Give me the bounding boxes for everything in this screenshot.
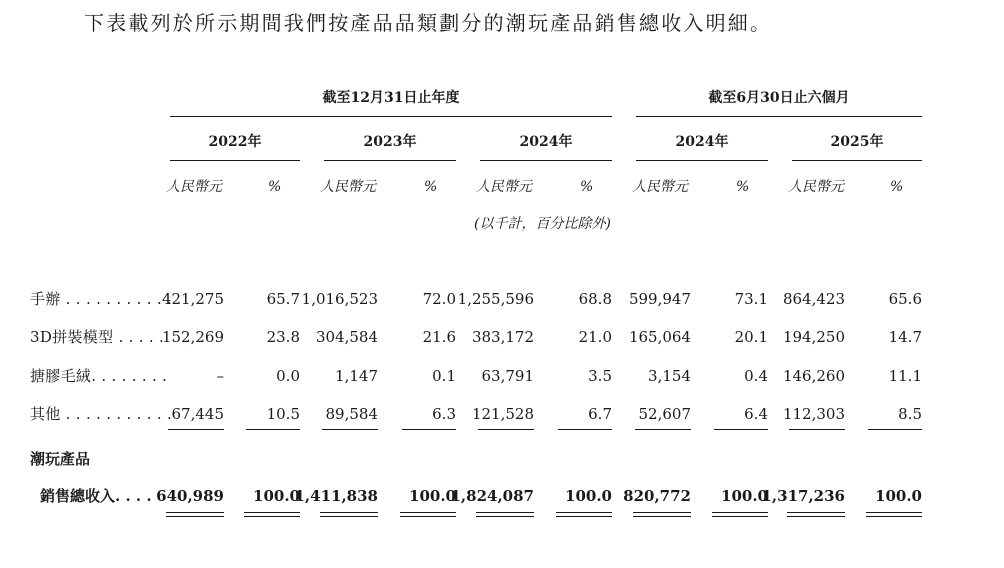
total-percent-cell: 100.0 [875,487,922,505]
rule-six-months [636,116,922,117]
percent-cell: 8.5 [898,405,922,423]
subtotal-rule [558,429,612,430]
percent-cell: 0.0 [276,367,300,385]
year-rule [480,160,612,161]
total-double-rule [866,516,922,517]
total-amount-cell: 1,824,087 [450,487,534,505]
year-rule [792,160,922,161]
percent-cell: 21.6 [422,328,456,346]
total-amount-cell: 640,989 [156,487,224,505]
subtotal-rule [168,429,224,430]
row-label: 手辦 . . . . . . . . . . . [30,290,173,308]
currency-label: 人民幣元 [788,179,844,195]
percent-cell: 0.4 [744,367,768,385]
percent-cell: 21.0 [578,328,612,346]
total-percent-cell: 100.0 [409,487,456,505]
total-double-rule [166,516,224,517]
amount-cell: 52,607 [638,405,691,423]
amount-cell: 152,269 [161,328,224,346]
percent-cell: 65.7 [266,290,300,308]
percent-cell: 0.1 [432,367,456,385]
year-header: 2022年 [208,134,262,150]
total-double-rule [244,512,300,513]
header-six-months: 截至6月30日止六個月 [708,90,850,106]
amount-cell: 304,584 [315,328,378,346]
percent-cell: 3.5 [588,367,612,385]
percent-cell: 73.1 [734,290,768,308]
total-percent-cell: 100.0 [565,487,612,505]
subtotal-rule [402,429,456,430]
total-double-rule [320,512,378,513]
percent-cell: 23.8 [266,328,300,346]
total-amount-cell: 1,411,838 [294,487,378,505]
percent-cell: 6.3 [432,405,456,423]
total-double-rule [712,512,768,513]
intro-paragraph: 下表載列於所示期間我們按產品品類劃分的潮玩產品銷售總收入明細。 [84,11,773,35]
total-double-rule [556,512,612,513]
total-double-rule [787,516,845,517]
percent-label: % [580,179,594,195]
percent-label: % [424,179,438,195]
rule-fiscal-year [170,116,612,117]
amount-cell: – [216,367,224,385]
total-double-rule [476,512,534,513]
total-double-rule [712,516,768,517]
currency-label: 人民幣元 [632,179,688,195]
amount-cell: 383,172 [471,328,534,346]
subtotal-rule [478,429,534,430]
row-label: 3D拼裝模型 . . . . . [30,328,165,346]
percent-cell: 6.7 [588,405,612,423]
year-header: 2024年 [519,134,573,150]
units-note: (以千計，百分比除外) [474,216,611,232]
percent-label: % [890,179,904,195]
percent-cell: 68.8 [578,290,612,308]
percent-cell: 14.7 [888,328,922,346]
amount-cell: 89,584 [325,405,378,423]
percent-label: % [268,179,282,195]
total-amount-cell: 1,317,236 [761,487,845,505]
percent-cell: 11.1 [888,367,922,385]
subtotal-rule [635,429,691,430]
amount-cell: 63,791 [481,367,534,385]
amount-cell: 864,423 [782,290,845,308]
amount-cell: 165,064 [628,328,691,346]
percent-cell: 10.5 [266,405,300,423]
total-double-rule [633,516,691,517]
total-double-rule [320,516,378,517]
amount-cell: 146,260 [782,367,845,385]
total-double-rule [866,512,922,513]
year-header: 2024年 [675,134,729,150]
year-header: 2023年 [363,134,417,150]
total-double-rule [476,516,534,517]
row-label: 其他 . . . . . . . . . . . [30,405,173,423]
year-rule [324,160,456,161]
currency-label: 人民幣元 [320,179,376,195]
amount-cell: 194,250 [782,328,845,346]
year-rule [170,160,300,161]
amount-cell: 1,147 [335,367,378,385]
amount-cell: 1,016,523 [301,290,378,308]
percent-cell: 6.4 [744,405,768,423]
header-fiscal-year: 截至12月31日止年度 [322,90,460,106]
total-double-rule [166,512,224,513]
amount-cell: 599,947 [628,290,691,308]
year-header: 2025年 [830,134,884,150]
total-amount-cell: 820,772 [623,487,691,505]
subtotal-rule [868,429,922,430]
currency-label: 人民幣元 [476,179,532,195]
total-double-rule [244,516,300,517]
total-label-line1: 潮玩產品 [30,450,91,468]
subtotal-rule [789,429,845,430]
subtotal-rule [714,429,768,430]
currency-label: 人民幣元 [166,179,222,195]
percent-cell: 65.6 [888,290,922,308]
amount-cell: 421,275 [161,290,224,308]
total-percent-cell: 100.0 [721,487,768,505]
total-double-rule [400,512,456,513]
percent-cell: 20.1 [734,328,768,346]
total-double-rule [633,512,691,513]
total-percent-cell: 100.0 [253,487,300,505]
amount-cell: 1,255,596 [457,290,534,308]
total-double-rule [787,512,845,513]
amount-cell: 121,528 [471,405,534,423]
amount-cell: 112,303 [782,405,845,423]
amount-cell: 67,445 [171,405,224,423]
row-label: 搪膠毛絨. . . . . . . . [30,367,168,385]
subtotal-rule [322,429,378,430]
percent-cell: 72.0 [422,290,456,308]
amount-cell: 3,154 [648,367,691,385]
total-double-rule [556,516,612,517]
total-double-rule [400,516,456,517]
subtotal-rule [246,429,300,430]
total-label-line2: 銷售總收入. . . . [40,487,152,505]
year-rule [636,160,768,161]
percent-label: % [736,179,750,195]
